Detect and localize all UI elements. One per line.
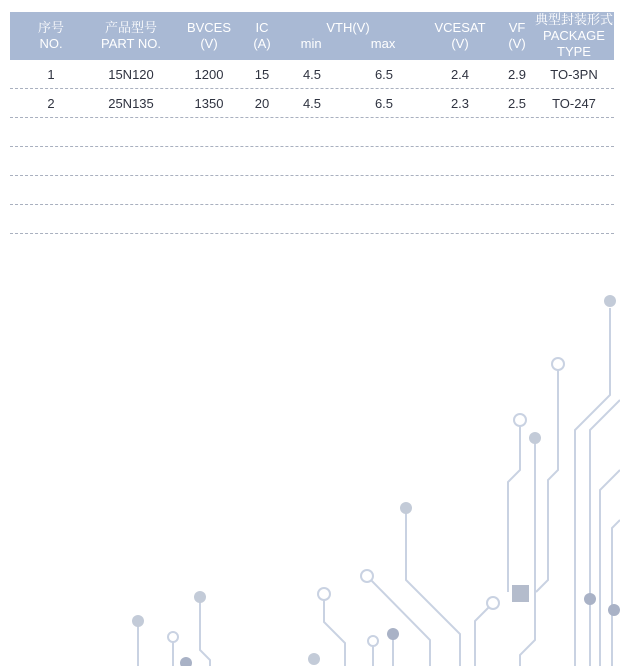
circuit-nodes <box>132 295 620 666</box>
cell-package: TO-247 <box>552 95 596 111</box>
node-ring <box>368 636 378 646</box>
header-vth-max: max <box>370 36 396 51</box>
node-ring <box>168 632 178 642</box>
node-dot <box>584 593 596 605</box>
node-dot <box>132 615 144 627</box>
header-no-cn: 序号 <box>37 20 64 35</box>
chip-square <box>512 585 529 602</box>
node-dot <box>180 657 192 666</box>
cell-no: 2 <box>47 95 55 111</box>
node-dot <box>194 591 206 603</box>
cell-vth-min: 4.5 <box>302 95 322 111</box>
cell-vth-max: 6.5 <box>374 66 394 82</box>
node-dot <box>604 295 616 307</box>
header-vth-label: VTH(V) <box>326 20 370 35</box>
cell-part: 15N120 <box>108 66 154 82</box>
cell-bvces: 1200 <box>194 66 224 82</box>
header-ic-label: IC <box>255 20 269 35</box>
header-vcesat-unit: (V) <box>451 36 469 51</box>
node-dot <box>387 628 399 640</box>
cell-vf: 2.5 <box>507 95 527 111</box>
node-dot <box>608 604 620 616</box>
cell-part: 25N135 <box>108 95 154 111</box>
cell-vth-max: 6.5 <box>374 95 394 111</box>
header-vf-label: VF <box>508 20 526 35</box>
header-part-cn: 产品型号 <box>104 20 157 35</box>
cell-ic: 20 <box>254 95 270 111</box>
node-ring <box>514 414 526 426</box>
circuit-traces <box>138 308 620 666</box>
node-dot <box>529 432 541 444</box>
cell-vf: 2.9 <box>507 66 527 82</box>
node-dot <box>400 502 412 514</box>
header-part-en: PART NO. <box>101 36 161 51</box>
header-bvces-unit: (V) <box>200 36 218 51</box>
cell-vth-min: 4.5 <box>302 66 322 82</box>
node-ring <box>361 570 373 582</box>
node-dot <box>308 653 320 665</box>
header-package-cn: 典型封装形式 <box>534 12 613 27</box>
header-vth-min: min <box>300 36 322 51</box>
cell-bvces: 1350 <box>194 95 224 111</box>
header-no-en: NO. <box>39 36 63 51</box>
cell-vcesat: 2.3 <box>450 95 470 111</box>
header-ic-unit: (A) <box>253 36 271 51</box>
cell-no: 1 <box>47 66 55 82</box>
node-ring <box>552 358 564 370</box>
header-bvces-label: BVCES <box>186 20 232 35</box>
header-vf-unit: (V) <box>508 36 526 51</box>
node-ring <box>318 588 330 600</box>
cell-vcesat: 2.4 <box>450 66 470 82</box>
cell-package: TO-3PN <box>550 66 598 82</box>
node-ring <box>487 597 499 609</box>
header-package-en: PACKAGE TYPE <box>543 28 605 59</box>
header-vcesat-label: VCESAT <box>434 20 486 35</box>
cell-ic: 15 <box>254 66 270 82</box>
